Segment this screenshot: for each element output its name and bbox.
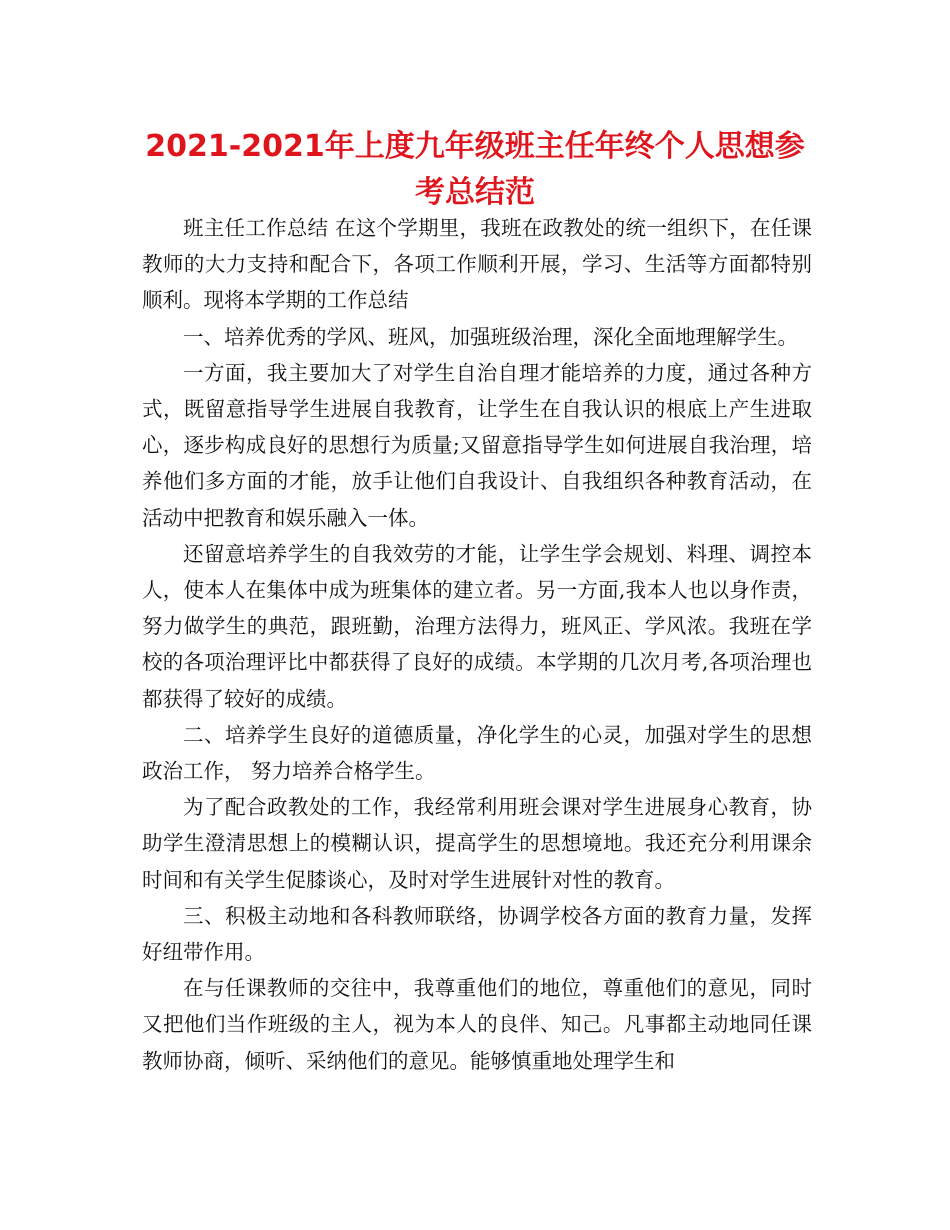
document-title: 2021-2021年上度九年级班主任年终个人思想参考总结范 [145,129,805,210]
document-body [142,210,812,1079]
paragraph: 还留意培养学生的自我效劳的才能，让学生学会规划、料理、调控本人，使本人在集体中成为班集体的建立者。另一方面,我本人也以身作责，努力做学生的典范，跟班勤，治理方法得力，班风正、学风浓。我班在学校的各项治理评比中都获得了良好的成绩。本学期的几次月考,各项治理也都获得了较好的成绩。 [142,541,812,711]
paragraph: 一方面，我主要加大了对学生自治自理才能培养的力度，通过各种方式，既留意指导学生进展自我教育，让学生在自我认识的根底上产生进取心，逐步构成良好的思想行为质量;又留意指导学生如何进展自我治理，培养他们多方面的才能，放手让他们自我设计、自我组织各种教育活动，在活动中把教育和娱乐融入一体。 [142,360,812,530]
paragraph: 三、积极主动地和各科教师联络，协调学校各方面的教育力量，发挥好纽带作用。 [142,903,812,965]
paragraph: 一、培养优秀的学风、班风，加强班级治理，深化全面地理解学生。 [183,324,798,349]
paragraph: 在与任课教师的交往中，我尊重他们的地位，尊重他们的意见，同时又把他们当作班级的主人，视为本人的良伴、知己。凡事都主动地同任课教师协商，倾听、采纳他们的意见。能够慎重地处理学生和 [142,976,812,1073]
paragraph: 班主任工作总结 在这个学期里，我班在政教处的统一组织下，在任课教师的大力支持和配合下，各项工作顺利开展，学习、生活等方面都特别顺利。现将本学期的工作总结 [142,216,812,313]
paragraph: 二、培养学生良好的道德质量，净化学生的心灵，加强对学生的思想政治工作， 努力培养合格学生。 [142,722,812,784]
paragraph: 为了配合政教处的工作，我经常利用班会课对学生进展身心教育，协助学生澄清思想上的模糊认识，提高学生的思想境地。我还充分利用课余时间和有关学生促膝谈心，及时对学生进展针对性的教育。 [142,795,812,892]
